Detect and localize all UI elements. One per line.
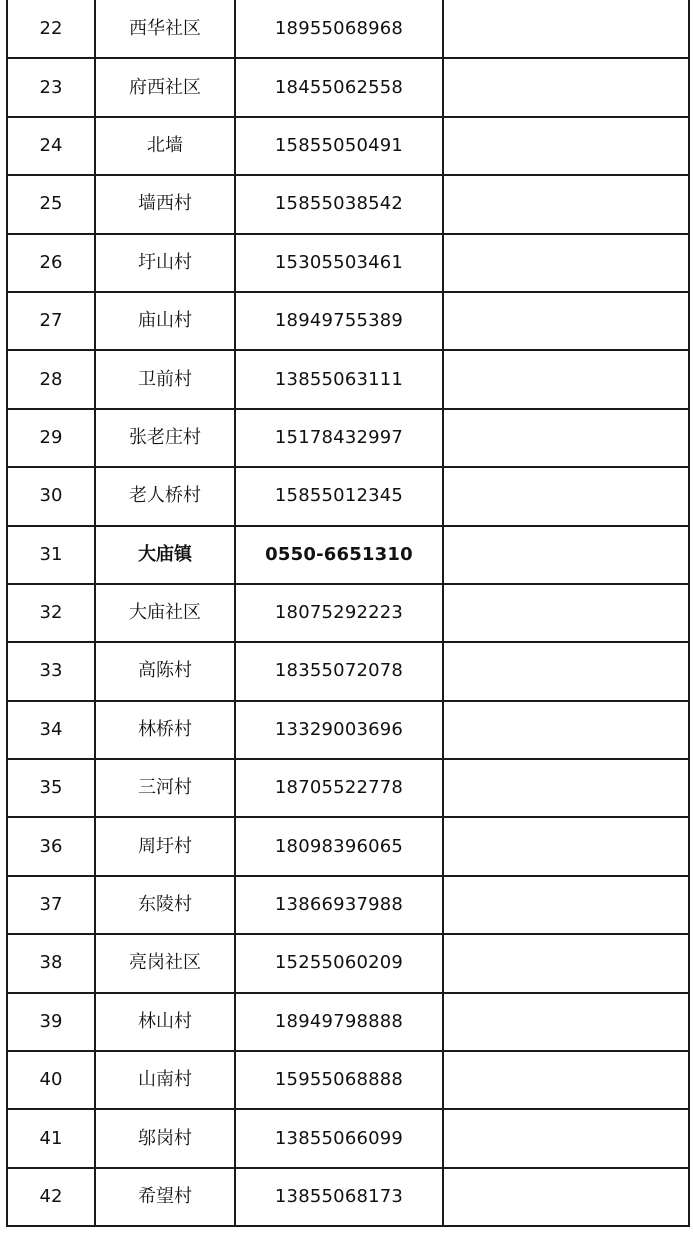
- unit-name: 高陈村: [95, 642, 235, 700]
- unit-name: 西华社区: [95, 0, 235, 58]
- note-cell: [443, 1109, 689, 1167]
- note-cell: [443, 584, 689, 642]
- table-row: [7, 1168, 689, 1226]
- unit-name: 林桥村: [95, 701, 235, 759]
- unit-name: 周圩村: [95, 817, 235, 875]
- table-row: [7, 58, 689, 116]
- phone-number: 15305503461: [235, 234, 443, 292]
- row-number: 39: [7, 993, 95, 1051]
- note-cell: [443, 175, 689, 233]
- note-cell: [443, 1168, 689, 1226]
- phone-number: 18949755389: [235, 292, 443, 350]
- phone-number: 13855063111: [235, 350, 443, 408]
- row-number: 22: [7, 0, 95, 58]
- table-row: [7, 759, 689, 817]
- note-cell: [443, 701, 689, 759]
- row-number: 34: [7, 701, 95, 759]
- note-cell: [443, 292, 689, 350]
- table-row: [7, 701, 689, 759]
- phone-number: 13329003696: [235, 701, 443, 759]
- row-number: 31: [7, 526, 95, 584]
- unit-name: 张老庄村: [95, 409, 235, 467]
- unit-name: 老人桥村: [95, 467, 235, 525]
- table-row: [7, 584, 689, 642]
- unit-name: 大庙镇: [95, 526, 235, 584]
- table-row: [7, 642, 689, 700]
- unit-name: 三河村: [95, 759, 235, 817]
- row-number: 33: [7, 642, 95, 700]
- table-row: [7, 993, 689, 1051]
- phone-number: 18949798888: [235, 993, 443, 1051]
- note-cell: [443, 1051, 689, 1109]
- note-cell: [443, 0, 689, 58]
- unit-name: 圩山村: [95, 234, 235, 292]
- phone-number: 15855038542: [235, 175, 443, 233]
- row-number: 27: [7, 292, 95, 350]
- phone-number: 15855050491: [235, 117, 443, 175]
- row-number: 40: [7, 1051, 95, 1109]
- row-number: 24: [7, 117, 95, 175]
- row-number: 38: [7, 934, 95, 992]
- note-cell: [443, 117, 689, 175]
- note-cell: [443, 759, 689, 817]
- row-number: 35: [7, 759, 95, 817]
- note-cell: [443, 817, 689, 875]
- table-row: [7, 526, 689, 584]
- table-row: [7, 0, 689, 58]
- unit-name: 东陵村: [95, 876, 235, 934]
- phone-number: 13866937988: [235, 876, 443, 934]
- phone-number: 18098396065: [235, 817, 443, 875]
- table-row: [7, 467, 689, 525]
- row-number: 29: [7, 409, 95, 467]
- unit-name: 卫前村: [95, 350, 235, 408]
- unit-name: 亮岗社区: [95, 934, 235, 992]
- phone-number: 15955068888: [235, 1051, 443, 1109]
- unit-name: 府西社区: [95, 58, 235, 116]
- table-row: [7, 292, 689, 350]
- unit-name: 林山村: [95, 993, 235, 1051]
- note-cell: [443, 993, 689, 1051]
- row-number: 32: [7, 584, 95, 642]
- contact-table-body: [7, 0, 689, 1226]
- row-number: 23: [7, 58, 95, 116]
- table-row: [7, 1109, 689, 1167]
- unit-name: 山南村: [95, 1051, 235, 1109]
- phone-number: 18075292223: [235, 584, 443, 642]
- table-row: [7, 234, 689, 292]
- note-cell: [443, 526, 689, 584]
- note-cell: [443, 58, 689, 116]
- note-cell: [443, 234, 689, 292]
- unit-name: 北墙: [95, 117, 235, 175]
- phone-number: 15255060209: [235, 934, 443, 992]
- phone-number: 13855068173: [235, 1168, 443, 1226]
- phone-number: 0550-6651310: [235, 526, 443, 584]
- phone-number: 15855012345: [235, 467, 443, 525]
- table-row: [7, 350, 689, 408]
- phone-number: 15178432997: [235, 409, 443, 467]
- note-cell: [443, 409, 689, 467]
- table-row: [7, 1051, 689, 1109]
- phone-number: 18705522778: [235, 759, 443, 817]
- unit-name: 墙西村: [95, 175, 235, 233]
- table-row: [7, 876, 689, 934]
- table-row: [7, 409, 689, 467]
- unit-name: 希望村: [95, 1168, 235, 1226]
- phone-number: 18955068968: [235, 0, 443, 58]
- row-number: 42: [7, 1168, 95, 1226]
- row-number: 28: [7, 350, 95, 408]
- table-row: [7, 117, 689, 175]
- table-row: [7, 934, 689, 992]
- note-cell: [443, 934, 689, 992]
- note-cell: [443, 350, 689, 408]
- row-number: 26: [7, 234, 95, 292]
- note-cell: [443, 876, 689, 934]
- table-row: [7, 817, 689, 875]
- unit-name: 庙山村: [95, 292, 235, 350]
- phone-number: 18455062558: [235, 58, 443, 116]
- row-number: 37: [7, 876, 95, 934]
- phone-number: 18355072078: [235, 642, 443, 700]
- row-number: 30: [7, 467, 95, 525]
- table-row: [7, 175, 689, 233]
- row-number: 41: [7, 1109, 95, 1167]
- contact-table: [6, 0, 690, 1227]
- row-number: 25: [7, 175, 95, 233]
- note-cell: [443, 642, 689, 700]
- note-cell: [443, 467, 689, 525]
- phone-number: 13855066099: [235, 1109, 443, 1167]
- row-number: 36: [7, 817, 95, 875]
- unit-name: 邬岗村: [95, 1109, 235, 1167]
- unit-name: 大庙社区: [95, 584, 235, 642]
